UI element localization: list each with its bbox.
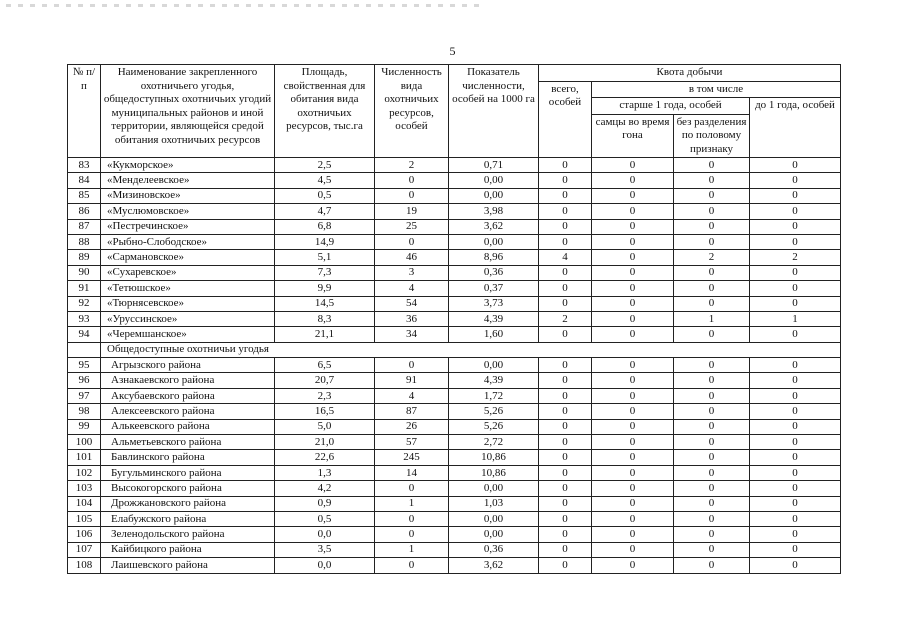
header-no-sex: без разделения по половому признаку <box>674 114 750 158</box>
row-number: 103 <box>68 481 101 496</box>
row-quota-total: 0 <box>539 542 592 557</box>
header-area: Площадь, свойственная для обитания вида охотничьих ресурсов, тыс.га <box>275 65 375 158</box>
table-row <box>68 435 841 450</box>
row-area: 4,5 <box>275 173 375 188</box>
row-name: «Муслюмовское» <box>101 204 275 219</box>
row-quota-younger: 0 <box>750 527 841 542</box>
row-quota-males: 0 <box>592 281 674 296</box>
row-quota-no-sex: 0 <box>674 465 750 480</box>
header-including: в том числе <box>592 81 841 98</box>
row-quota-younger: 0 <box>750 450 841 465</box>
header-older: старше 1 года, особей <box>592 98 750 115</box>
row-quota-males: 0 <box>592 158 674 173</box>
row-population: 0 <box>375 173 449 188</box>
row-quota-males: 0 <box>592 481 674 496</box>
row-quota-no-sex: 0 <box>674 158 750 173</box>
row-name: «Сармановское» <box>101 250 275 265</box>
row-area: 3,5 <box>275 542 375 557</box>
row-quota-males: 0 <box>592 450 674 465</box>
row-quota-males: 0 <box>592 219 674 234</box>
row-quota-no-sex: 0 <box>674 496 750 511</box>
row-number: 105 <box>68 511 101 526</box>
table-row <box>68 234 841 249</box>
row-area: 4,2 <box>275 481 375 496</box>
row-quota-no-sex: 0 <box>674 435 750 450</box>
row-population: 3 <box>375 265 449 280</box>
row-quota-males: 0 <box>592 419 674 434</box>
row-density: 5,26 <box>449 404 539 419</box>
row-population: 0 <box>375 511 449 526</box>
row-density: 3,62 <box>449 219 539 234</box>
row-area: 20,7 <box>275 373 375 388</box>
row-area: 14,5 <box>275 296 375 311</box>
row-number: 104 <box>68 496 101 511</box>
row-quota-younger: 0 <box>750 542 841 557</box>
row-quota-no-sex: 0 <box>674 481 750 496</box>
table-row <box>68 327 841 342</box>
row-name: Алексеевского района <box>101 404 275 419</box>
row-name: Лаишевского района <box>101 558 275 573</box>
row-area: 16,5 <box>275 404 375 419</box>
row-quota-males: 0 <box>592 465 674 480</box>
row-density: 0,00 <box>449 511 539 526</box>
row-quota-total: 0 <box>539 204 592 219</box>
row-quota-no-sex: 0 <box>674 219 750 234</box>
row-quota-younger: 0 <box>750 558 841 573</box>
row-quota-no-sex: 0 <box>674 173 750 188</box>
row-number: 87 <box>68 219 101 234</box>
row-quota-males: 0 <box>592 558 674 573</box>
row-quota-total: 0 <box>539 281 592 296</box>
row-quota-total: 0 <box>539 496 592 511</box>
row-density: 0,00 <box>449 188 539 203</box>
table-row <box>68 204 841 219</box>
row-name: Дрожжановского района <box>101 496 275 511</box>
row-density: 0,37 <box>449 281 539 296</box>
row-density: 2,72 <box>449 435 539 450</box>
row-quota-younger: 0 <box>750 419 841 434</box>
row-number: 108 <box>68 558 101 573</box>
row-quota-males: 0 <box>592 234 674 249</box>
table-row <box>68 558 841 573</box>
row-number: 97 <box>68 388 101 403</box>
table-body <box>68 158 841 574</box>
row-quota-no-sex: 0 <box>674 296 750 311</box>
row-number: 95 <box>68 358 101 373</box>
row-population: 2 <box>375 158 449 173</box>
row-quota-total: 0 <box>539 219 592 234</box>
table-row <box>68 296 841 311</box>
row-quota-total: 0 <box>539 511 592 526</box>
row-area: 14,9 <box>275 234 375 249</box>
row-population: 46 <box>375 250 449 265</box>
row-quota-total: 0 <box>539 234 592 249</box>
row-density: 1,03 <box>449 496 539 511</box>
header-males: самцы во время гона <box>592 114 674 158</box>
row-quota-younger: 0 <box>750 373 841 388</box>
row-name: Аксубаевского района <box>101 388 275 403</box>
row-area: 0,5 <box>275 511 375 526</box>
row-density: 3,98 <box>449 204 539 219</box>
row-quota-no-sex: 0 <box>674 265 750 280</box>
table-row <box>68 419 841 434</box>
quota-table <box>67 64 841 574</box>
row-quota-males: 0 <box>592 296 674 311</box>
row-quota-younger: 0 <box>750 465 841 480</box>
row-number: 102 <box>68 465 101 480</box>
row-population: 14 <box>375 465 449 480</box>
row-area: 21,0 <box>275 435 375 450</box>
row-name: «Менделеевское» <box>101 173 275 188</box>
row-population: 54 <box>375 296 449 311</box>
row-quota-younger: 0 <box>750 296 841 311</box>
row-area: 4,7 <box>275 204 375 219</box>
row-quota-males: 0 <box>592 327 674 342</box>
row-quota-males: 0 <box>592 527 674 542</box>
row-number: 99 <box>68 419 101 434</box>
row-quota-younger: 0 <box>750 511 841 526</box>
row-quota-younger: 0 <box>750 388 841 403</box>
row-quota-total: 0 <box>539 435 592 450</box>
row-quota-younger: 0 <box>750 234 841 249</box>
row-quota-no-sex: 0 <box>674 188 750 203</box>
row-density: 3,62 <box>449 558 539 573</box>
row-quota-no-sex: 0 <box>674 358 750 373</box>
header-population: Численность вида охотничьих ресурсов, особей <box>375 65 449 158</box>
row-quota-total: 2 <box>539 311 592 326</box>
row-quota-males: 0 <box>592 373 674 388</box>
row-quota-males: 0 <box>592 311 674 326</box>
row-density: 1,72 <box>449 388 539 403</box>
row-quota-no-sex: 0 <box>674 419 750 434</box>
table-row <box>68 388 841 403</box>
row-name: «Тюрнясевское» <box>101 296 275 311</box>
row-quota-no-sex: 0 <box>674 511 750 526</box>
row-number: 93 <box>68 311 101 326</box>
row-area: 1,3 <box>275 465 375 480</box>
row-density: 0,00 <box>449 481 539 496</box>
row-area: 7,3 <box>275 265 375 280</box>
row-quota-younger: 0 <box>750 188 841 203</box>
row-quota-total: 0 <box>539 296 592 311</box>
row-name: Бавлинского района <box>101 450 275 465</box>
table-row <box>68 450 841 465</box>
row-quota-younger: 0 <box>750 496 841 511</box>
row-quota-no-sex: 2 <box>674 250 750 265</box>
row-quota-younger: 0 <box>750 265 841 280</box>
row-population: 1 <box>375 542 449 557</box>
table-row <box>68 527 841 542</box>
row-population: 25 <box>375 219 449 234</box>
table-header <box>68 65 841 158</box>
row-quota-younger: 0 <box>750 481 841 496</box>
row-population: 0 <box>375 188 449 203</box>
row-area: 6,5 <box>275 358 375 373</box>
row-number: 90 <box>68 265 101 280</box>
row-density: 10,86 <box>449 450 539 465</box>
row-quota-total: 0 <box>539 373 592 388</box>
row-quota-total: 0 <box>539 450 592 465</box>
row-number: 86 <box>68 204 101 219</box>
row-area: 0,0 <box>275 527 375 542</box>
row-quota-total: 0 <box>539 404 592 419</box>
row-quota-males: 0 <box>592 404 674 419</box>
header-num: № п/п <box>68 65 101 158</box>
row-name: Азнакаевского района <box>101 373 275 388</box>
row-population: 4 <box>375 388 449 403</box>
row-density: 4,39 <box>449 373 539 388</box>
page-number: 5 <box>449 44 456 58</box>
row-name: Зеленодольского района <box>101 527 275 542</box>
row-population: 0 <box>375 234 449 249</box>
row-area: 0,0 <box>275 558 375 573</box>
row-population: 57 <box>375 435 449 450</box>
row-quota-no-sex: 0 <box>674 558 750 573</box>
table-row <box>68 250 841 265</box>
row-density: 0,36 <box>449 265 539 280</box>
row-quota-males: 0 <box>592 358 674 373</box>
quota-table-wrapper <box>67 64 841 574</box>
row-name: «Тетюшское» <box>101 281 275 296</box>
row-quota-no-sex: 0 <box>674 373 750 388</box>
section-title: Общедоступные охотничьи угодья <box>101 342 841 357</box>
row-quota-younger: 0 <box>750 219 841 234</box>
row-number: 96 <box>68 373 101 388</box>
row-name: «Пестречинское» <box>101 219 275 234</box>
row-population: 0 <box>375 358 449 373</box>
header-density: Показатель численности, особей на 1000 га <box>449 65 539 158</box>
row-area: 22,6 <box>275 450 375 465</box>
row-name: Агрызского района <box>101 358 275 373</box>
row-quota-total: 0 <box>539 188 592 203</box>
row-population: 245 <box>375 450 449 465</box>
row-area: 2,5 <box>275 158 375 173</box>
row-quota-total: 0 <box>539 388 592 403</box>
row-density: 3,73 <box>449 296 539 311</box>
row-population: 91 <box>375 373 449 388</box>
row-quota-total: 0 <box>539 558 592 573</box>
table-row <box>68 219 841 234</box>
row-population: 36 <box>375 311 449 326</box>
row-quota-males: 0 <box>592 188 674 203</box>
row-number: 107 <box>68 542 101 557</box>
row-density: 0,00 <box>449 358 539 373</box>
row-quota-no-sex: 0 <box>674 234 750 249</box>
row-name: «Сухаревское» <box>101 265 275 280</box>
row-quota-younger: 0 <box>750 358 841 373</box>
row-density: 1,60 <box>449 327 539 342</box>
row-quota-no-sex: 0 <box>674 388 750 403</box>
row-area: 5,1 <box>275 250 375 265</box>
row-density: 8,96 <box>449 250 539 265</box>
table-row <box>68 158 841 173</box>
row-density: 0,00 <box>449 173 539 188</box>
row-quota-males: 0 <box>592 250 674 265</box>
table-row <box>68 265 841 280</box>
row-density: 0,71 <box>449 158 539 173</box>
row-name: Алькеевского района <box>101 419 275 434</box>
row-quota-males: 0 <box>592 204 674 219</box>
row-quota-total: 0 <box>539 481 592 496</box>
row-number: 84 <box>68 173 101 188</box>
table-row <box>68 173 841 188</box>
row-population: 0 <box>375 527 449 542</box>
row-number: 83 <box>68 158 101 173</box>
row-population: 4 <box>375 281 449 296</box>
row-number: 92 <box>68 296 101 311</box>
row-quota-no-sex: 0 <box>674 281 750 296</box>
table-row <box>68 188 841 203</box>
row-quota-no-sex: 0 <box>674 542 750 557</box>
row-quota-males: 0 <box>592 511 674 526</box>
row-number: 101 <box>68 450 101 465</box>
row-number: 106 <box>68 527 101 542</box>
table-row <box>68 373 841 388</box>
row-population: 26 <box>375 419 449 434</box>
header-quota: Квота добычи <box>539 65 841 82</box>
header-total: всего, особей <box>539 81 592 158</box>
section-row <box>68 342 841 357</box>
row-population: 19 <box>375 204 449 219</box>
row-density: 4,39 <box>449 311 539 326</box>
row-population: 87 <box>375 404 449 419</box>
row-area: 8,3 <box>275 311 375 326</box>
row-number: 94 <box>68 327 101 342</box>
row-number: 100 <box>68 435 101 450</box>
row-quota-no-sex: 0 <box>674 404 750 419</box>
row-quota-total: 0 <box>539 465 592 480</box>
row-number: 91 <box>68 281 101 296</box>
row-name: «Мизиновское» <box>101 188 275 203</box>
row-quota-males: 0 <box>592 542 674 557</box>
row-area: 2,3 <box>275 388 375 403</box>
row-quota-total: 0 <box>539 173 592 188</box>
row-quota-younger: 0 <box>750 404 841 419</box>
row-quota-younger: 1 <box>750 311 841 326</box>
row-population: 1 <box>375 496 449 511</box>
row-area: 21,1 <box>275 327 375 342</box>
table-row <box>68 358 841 373</box>
row-area: 9,9 <box>275 281 375 296</box>
row-area: 5,0 <box>275 419 375 434</box>
row-quota-younger: 0 <box>750 327 841 342</box>
row-quota-total: 0 <box>539 358 592 373</box>
row-quota-males: 0 <box>592 388 674 403</box>
row-name: «Кукморское» <box>101 158 275 173</box>
row-quota-total: 0 <box>539 158 592 173</box>
table-row <box>68 481 841 496</box>
row-quota-males: 0 <box>592 265 674 280</box>
header-younger: до 1 года, особей <box>750 98 841 158</box>
table-row <box>68 311 841 326</box>
row-density: 5,26 <box>449 419 539 434</box>
row-population: 0 <box>375 481 449 496</box>
row-quota-younger: 0 <box>750 158 841 173</box>
row-quota-younger: 0 <box>750 204 841 219</box>
row-density: 0,00 <box>449 527 539 542</box>
row-quota-total: 0 <box>539 419 592 434</box>
row-population: 34 <box>375 327 449 342</box>
row-density: 10,86 <box>449 465 539 480</box>
row-name: Елабужского района <box>101 511 275 526</box>
row-name: «Уруссинское» <box>101 311 275 326</box>
row-quota-males: 0 <box>592 496 674 511</box>
section-num-cell <box>68 342 101 357</box>
row-number: 89 <box>68 250 101 265</box>
row-quota-total: 4 <box>539 250 592 265</box>
row-name: Кайбицкого района <box>101 542 275 557</box>
row-quota-males: 0 <box>592 435 674 450</box>
row-density: 0,36 <box>449 542 539 557</box>
row-area: 0,5 <box>275 188 375 203</box>
row-quota-total: 0 <box>539 265 592 280</box>
table-row <box>68 465 841 480</box>
row-quota-total: 0 <box>539 527 592 542</box>
row-quota-no-sex: 0 <box>674 527 750 542</box>
row-area: 0,9 <box>275 496 375 511</box>
row-quota-younger: 0 <box>750 173 841 188</box>
table-row <box>68 281 841 296</box>
row-quota-no-sex: 0 <box>674 204 750 219</box>
row-quota-males: 0 <box>592 173 674 188</box>
row-quota-younger: 0 <box>750 435 841 450</box>
row-name: «Черемшанское» <box>101 327 275 342</box>
table-row <box>68 496 841 511</box>
row-area: 6,8 <box>275 219 375 234</box>
row-density: 0,00 <box>449 234 539 249</box>
scan-artifact <box>6 4 486 7</box>
table-row <box>68 511 841 526</box>
row-population: 0 <box>375 558 449 573</box>
row-quota-younger: 2 <box>750 250 841 265</box>
row-name: Бугульминского района <box>101 465 275 480</box>
row-name: Альметьевского района <box>101 435 275 450</box>
table-row <box>68 404 841 419</box>
row-quota-total: 0 <box>539 327 592 342</box>
row-quota-younger: 0 <box>750 281 841 296</box>
table-row <box>68 542 841 557</box>
row-quota-no-sex: 1 <box>674 311 750 326</box>
row-quota-no-sex: 0 <box>674 327 750 342</box>
row-name: Высокогорского района <box>101 481 275 496</box>
row-name: «Рыбно-Слободское» <box>101 234 275 249</box>
row-number: 98 <box>68 404 101 419</box>
header-name: Наименование закрепленного охотничьего угодья, общедоступных охотничьих угодий муниципальных районов и иной территории, являющейся средой обитания охотничьих ресурсов <box>101 65 275 158</box>
row-number: 88 <box>68 234 101 249</box>
row-number: 85 <box>68 188 101 203</box>
row-quota-no-sex: 0 <box>674 450 750 465</box>
